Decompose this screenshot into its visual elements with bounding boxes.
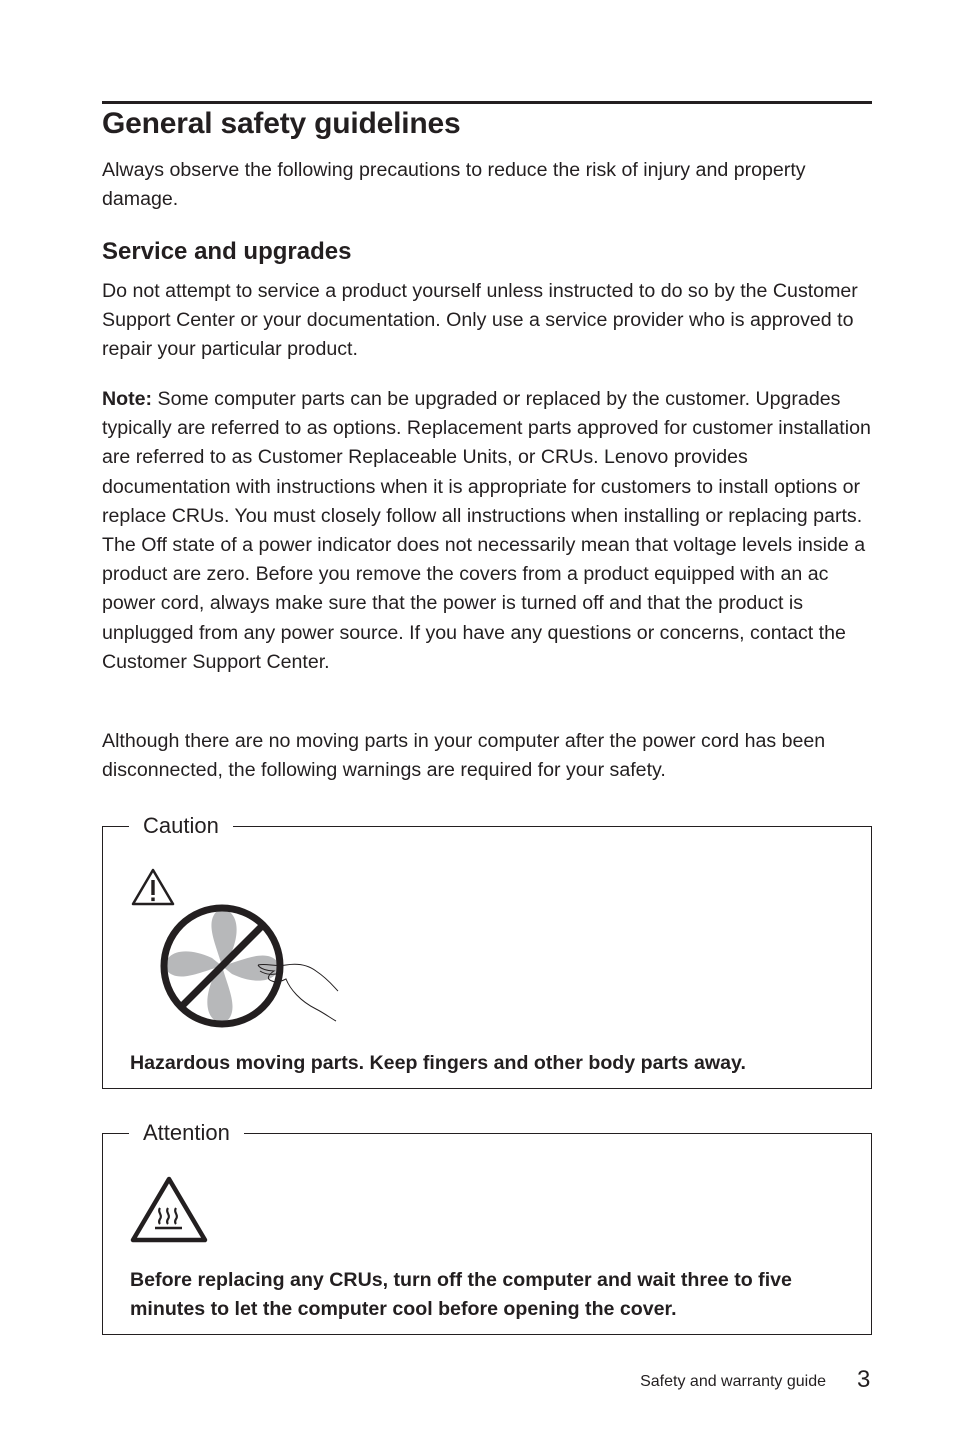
page-title: General safety guidelines: [102, 107, 461, 140]
caution-text: Hazardous moving parts. Keep fingers and other body parts away.: [130, 1052, 746, 1074]
attention-box: [102, 1120, 872, 1335]
hot-surface-icon: [129, 1174, 209, 1244]
footer-label: Safety and warranty guide: [640, 1373, 826, 1390]
no-fan-hand-icon: [156, 901, 346, 1031]
note-label: Note:: [102, 388, 153, 410]
page-number: 3: [857, 1366, 871, 1393]
service-paragraph: Do not attempt to service a product yourself unless instructed to do so by the Customer Support Center or your documentation. Only use a service provider who is approved to repair your particular product.: [102, 280, 858, 361]
title-rule: [102, 101, 872, 104]
caution-label: Caution: [129, 811, 233, 841]
note-paragraph: [102, 385, 877, 677]
caution-box: [102, 813, 872, 1089]
section-title: Service and upgrades: [102, 238, 352, 265]
attention-text: Before replacing any CRUs, turn off the computer and wait three to five minutes to let the computer cool before opening the cover.: [130, 1269, 792, 1320]
attention-label: Attention: [129, 1118, 244, 1148]
note-text: Some computer parts can be upgraded or replaced by the customer. Upgrades typically are referred to as options. Replacement parts approved for customer installation are referred to as Customer Replaceable Units, or CRUs. Lenovo provides documentation with instructions when it is appropriate for customers to install options or replace CRUs. You must closely follow all instructions when installing or replacing parts. The Off state of a power indicator does not necessarily mean that voltage levels inside a product are zero. Before you remove the covers from a product equipped with an ac power cord, always make sure that the power is turned off and that the product is unplugged from any power source. If you have any questions or concerns, contact the Customer Support Center.: [102, 388, 871, 673]
warnings-paragraph: Although there are no moving parts in your computer after the power cord has been disconnected, the following warnings are required for your safety.: [102, 730, 826, 782]
intro-paragraph: Always observe the following precautions to reduce the risk of injury and property damage.: [102, 159, 806, 211]
